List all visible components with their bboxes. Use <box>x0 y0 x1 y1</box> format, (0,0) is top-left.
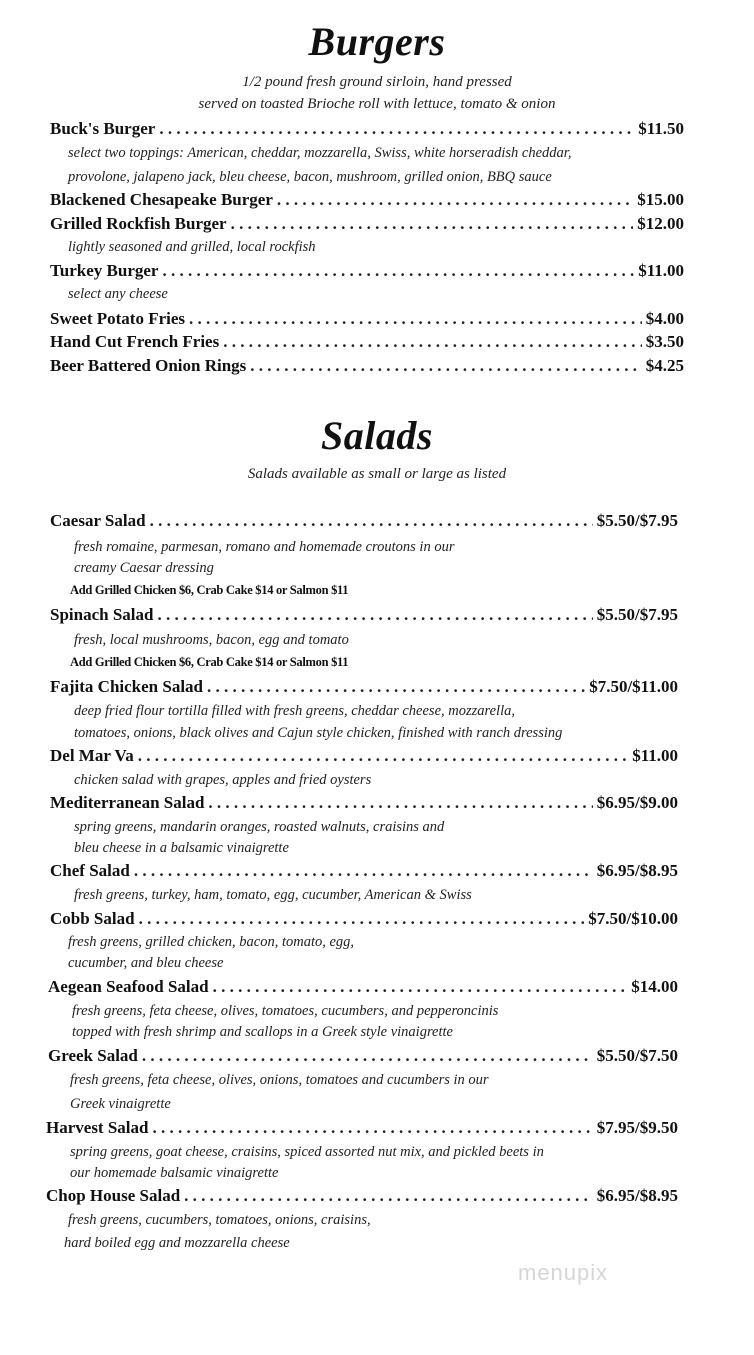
item-description: creamy Caesar dressing <box>74 560 214 576</box>
item-description: fresh greens, feta cheese, olives, onions, tomatoes and cucumbers in our <box>70 1072 489 1088</box>
item-description: fresh romaine, parmesan, romano and homemade croutons in our <box>74 539 455 555</box>
item-price: $12.00 <box>637 214 684 233</box>
item-description: chicken salad with grapes, apples and fried oysters <box>74 772 372 788</box>
item-name: Spinach Salad <box>50 605 154 624</box>
item-description: bleu cheese in a balsamic vinaigrette <box>74 840 289 856</box>
item-price: $6.95/$8.95 <box>596 861 678 880</box>
item-name: Cobb Salad <box>50 909 135 928</box>
item-description: fresh greens, turkey, ham, tomato, egg, cucumber, American & Swiss <box>74 887 472 903</box>
item-name: Sweet Potato Fries <box>50 309 186 328</box>
item-description: Greek vinaigrette <box>70 1096 171 1112</box>
item-price: $11.00 <box>632 746 678 765</box>
item-description: tomatoes, onions, black olives and Cajun style chicken, finished with ranch dressing <box>74 725 563 741</box>
item-description: select two toppings: American, cheddar, mozzarella, Swiss, white horseradish cheddar, <box>68 145 572 161</box>
burgers-subtitle-line1: 1/2 pound fresh ground sirloin, hand pressed <box>242 74 512 90</box>
menu-item-sweet-potato-fries <box>50 308 684 330</box>
item-name: Beer Battered Onion Rings <box>50 356 247 375</box>
menu-item-cobb-salad <box>50 908 678 930</box>
item-description: deep fried flour tortilla filled with fresh greens, cheddar cheese, mozzarella, <box>74 703 515 719</box>
item-name: Hand Cut French Fries <box>50 332 220 351</box>
item-name: Turkey Burger <box>50 261 159 280</box>
menu-item-fajita-chicken-salad <box>50 676 678 698</box>
menu-item-turkey-burger <box>50 260 684 282</box>
item-price: $3.50 <box>645 332 684 351</box>
menu-item-chef-salad <box>50 860 678 882</box>
menu-item-del-mar-va <box>50 745 678 767</box>
item-price: $5.50/$7.95 <box>596 605 678 624</box>
item-description: provolone, jalapeno jack, bleu cheese, bacon, mushroom, grilled onion, BBQ sauce <box>68 169 552 185</box>
item-addon: Add Grilled Chicken $6, Crab Cake $14 or Salmon $11 <box>70 655 349 669</box>
item-description: hard boiled egg and mozzarella cheese <box>64 1235 290 1251</box>
menu-item-bucks-burger <box>50 118 684 140</box>
item-name: Blackened Chesapeake Burger <box>50 190 273 209</box>
item-name: Mediterranean Salad <box>50 793 205 812</box>
item-price: $14.00 <box>631 977 678 996</box>
item-name: Chop House Salad <box>46 1186 181 1205</box>
item-description: fresh greens, feta cheese, olives, tomatoes, cucumbers, and pepperoncinis <box>72 1003 499 1019</box>
item-price: $6.95/$8.95 <box>596 1186 678 1205</box>
item-name: Chef Salad <box>50 861 130 880</box>
item-price: $5.50/$7.95 <box>596 511 678 530</box>
item-description: spring greens, goat cheese, craisins, spiced assorted nut mix, and pickled beets in <box>70 1144 544 1160</box>
item-name: Aegean Seafood Salad <box>48 977 209 996</box>
item-description: lightly seasoned and grilled, local rockfish <box>68 239 316 255</box>
item-price: $4.00 <box>645 309 684 328</box>
item-name: Harvest Salad <box>46 1118 149 1137</box>
salads-title: Salads <box>321 413 433 458</box>
menu-item-harvest-salad <box>46 1117 678 1139</box>
item-description: topped with fresh shrimp and scallops in a Greek style vinaigrette <box>72 1024 453 1040</box>
item-price: $6.95/$9.00 <box>596 793 678 812</box>
item-name: Greek Salad <box>48 1046 138 1065</box>
item-description: spring greens, mandarin oranges, roasted walnuts, craisins and <box>74 819 445 835</box>
menu-item-caesar-salad <box>50 510 678 532</box>
item-price: $4.25 <box>645 356 684 375</box>
menu-item-beer-battered-onion-rings <box>50 355 684 377</box>
item-description: cucumber, and bleu cheese <box>68 955 224 971</box>
item-name: Del Mar Va <box>50 746 134 765</box>
item-description: fresh, local mushrooms, bacon, egg and tomato <box>74 632 349 648</box>
item-price: $7.95/$9.50 <box>596 1118 678 1137</box>
menu-item-chop-house-salad <box>46 1185 678 1207</box>
burgers-title: Burgers <box>308 19 446 64</box>
item-description: select any cheese <box>68 286 168 302</box>
item-price: $7.50/$10.00 <box>588 909 678 928</box>
menu-item-grilled-rockfish-burger <box>50 213 684 235</box>
menu-item-greek-salad <box>48 1045 678 1067</box>
item-name: Fajita Chicken Salad <box>50 677 204 696</box>
item-name: Grilled Rockfish Burger <box>50 214 227 233</box>
item-price: $11.50 <box>638 119 684 138</box>
item-price: $15.00 <box>637 190 684 209</box>
menu-item-mediterranean-salad <box>50 792 678 814</box>
menu-item-aegean-seafood-salad <box>48 976 678 998</box>
item-description: our homemade balsamic vinaigrette <box>70 1165 279 1181</box>
item-price: $7.50/$11.00 <box>589 677 678 696</box>
salads-subtitle: Salads available as small or large as listed <box>247 466 507 482</box>
menupix-watermark: menupix <box>518 1260 609 1285</box>
item-price: $5.50/$7.50 <box>596 1046 678 1065</box>
burgers-subtitle-line2: served on toasted Brioche roll with lettuce, tomato & onion <box>198 96 556 112</box>
menu-item-hand-cut-french-fries <box>50 331 684 353</box>
item-description: fresh greens, cucumbers, tomatoes, onions, craisins, <box>68 1212 371 1228</box>
item-description: fresh greens, grilled chicken, bacon, tomato, egg, <box>68 934 355 950</box>
item-price: $11.00 <box>638 261 684 280</box>
item-name: Buck's Burger <box>50 119 156 138</box>
item-name: Caesar Salad <box>50 511 146 530</box>
menu-item-blackened-chesapeake-burger <box>50 189 684 211</box>
menu-item-spinach-salad <box>50 604 678 626</box>
item-addon: Add Grilled Chicken $6, Crab Cake $14 or Salmon $11 <box>70 583 349 597</box>
